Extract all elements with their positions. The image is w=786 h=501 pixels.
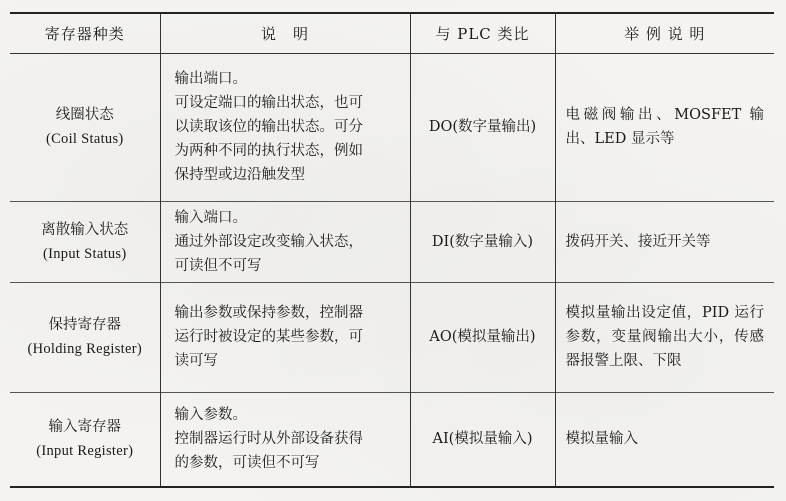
register-type-cn: 输入寄存器 (48, 419, 121, 436)
description-cell (160, 392, 410, 487)
register-type-cell (10, 282, 160, 392)
register-table (10, 12, 774, 488)
table-row (10, 282, 774, 392)
header-plc-analogy: 与 PLC 类比 (410, 13, 555, 53)
description-line: 控制器运行时从外部设备获得 (174, 431, 363, 448)
description-line: 可读但不可写 (174, 257, 262, 274)
header-description: 说 明 (160, 13, 410, 53)
register-type-cn: 线圈状态 (55, 107, 114, 123)
description-line: 输入端口。 (174, 209, 247, 226)
description-cell (160, 282, 410, 392)
header-example: 举 例 说 明 (555, 13, 774, 53)
register-type-cn: 离散输入状态 (41, 221, 129, 238)
table-row (10, 201, 774, 282)
register-type-en: (Input Status) (42, 245, 127, 262)
register-type-en: (Coil Status) (45, 131, 124, 147)
plc-analogy-cell: AI(模拟量输入) (410, 392, 555, 487)
plc-analogy-cell: AO(模拟量输出) (410, 282, 555, 392)
description-line: 可设定端口的输出状态，也可 (174, 95, 363, 111)
plc-analogy-cell: DI(数字量输入) (410, 201, 555, 282)
description-line: 通过外部设定改变输入状态， (174, 233, 363, 250)
header-register-type: 寄存器种类 (10, 13, 160, 53)
example-cell: 拨码开关、接近开关等 (555, 201, 774, 282)
description-line: 为两种不同的执行状态，例如 (174, 143, 363, 159)
description-line: 保持型或边沿触发型 (174, 167, 305, 183)
description-line: 的参数，可读但不可写 (174, 455, 320, 472)
table-row (10, 392, 774, 487)
example-cell: 电磁阀输出、MOSFET 输出、LED 显示等 (555, 53, 774, 201)
register-type-en: (Input Register) (36, 443, 134, 460)
example-cell: 模拟量输出设定值，PID 运行参数，变量阀输出大小，传感器报警上限、下限 (555, 282, 774, 392)
description-line: 运行时被设定的某些参数，可 (174, 329, 363, 345)
register-type-cell (10, 53, 160, 201)
plc-analogy-cell: DO(数字量输出) (410, 53, 555, 201)
description-line: 输出参数或保持参数，控制器 (174, 305, 363, 321)
example-cell: 模拟量输入 (555, 392, 774, 487)
table-body (10, 53, 774, 487)
table-row (10, 53, 774, 201)
description-cell (160, 201, 410, 282)
register-type-cell (10, 201, 160, 282)
table-header (10, 13, 774, 53)
register-type-cell (10, 392, 160, 487)
register-type-en: (Holding Register) (27, 341, 143, 357)
description-line: 输出端口。 (174, 71, 247, 87)
header-row (10, 13, 774, 53)
description-line: 读可写 (174, 353, 218, 369)
description-line: 以读取该位的输出状态。可分 (174, 119, 363, 135)
description-cell (160, 53, 410, 201)
register-type-cn: 保持寄存器 (48, 317, 121, 333)
description-line: 输入参数。 (174, 407, 247, 424)
